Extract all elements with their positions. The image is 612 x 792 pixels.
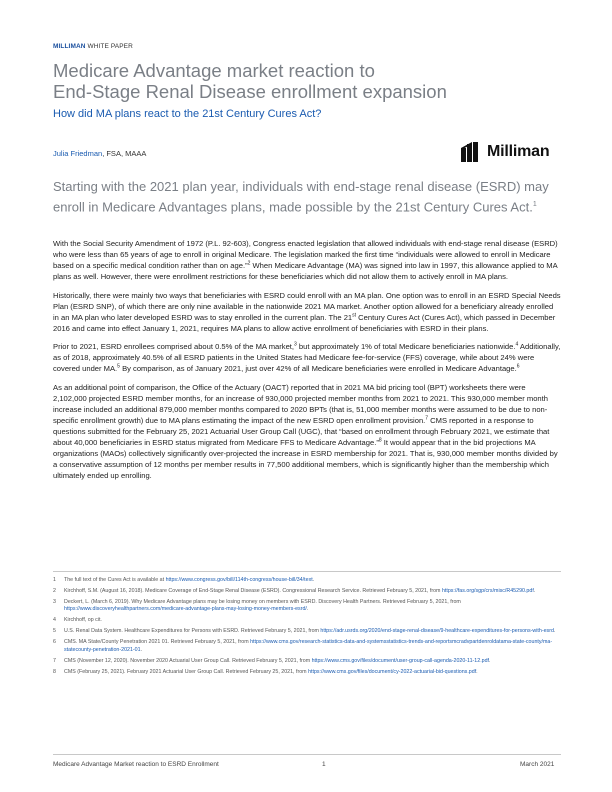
text-run: Historically, there were mainly two ways that beneficiaries with ESRD could enroll with an MA plan. One option was to enroll in an ESRD Special Needs Plan (ESRD SNP), of which there are only nine available in the nationwide 2021 MA market. Another option allowed for a beneficiary already enrolled in an MA plan who later developed ESRD was to stay enrolled in the current plan. The 21 — [53, 290, 561, 322]
footnote-number: 8 — [53, 668, 56, 675]
text-run: It would appear that in the bid projections MA organizations (MAOs) collectively significantly over-projected the increase in ESRD membership for 2021. That is, 930,000 member months divided by a conservative assumption of 12 months per member results in 77,500 additional members, which is significantly higher than the membership which ultimately ended up enrolling. — [53, 438, 558, 481]
milliman-logo-icon — [461, 142, 483, 162]
paragraph-3 — [53, 341, 561, 374]
footnote-ref[interactable]: 8 — [378, 437, 382, 444]
text-run: By comparison, as of January 2021, just over 42% of all Medicare beneficiaries were enrolled in Medicare Advantage. — [119, 364, 517, 374]
doc-type: WHITE PAPER — [87, 43, 133, 50]
footnote — [53, 658, 559, 665]
footnote-link[interactable]: https://www.cms.gov/files/document/cy-2022-actuarial-bid-questions.pdf — [308, 668, 477, 675]
paragraph-2 — [53, 290, 561, 334]
page-subtitle: How did MA plans react to the 21st Century Cures Act? — [53, 108, 322, 120]
logo-text: Milliman — [487, 143, 550, 160]
footnote-text: CMS (February 25, 2021). February 2021 Actuarial User Group Call. Retrieved February 25, 2021, from — [64, 668, 309, 675]
footnotes — [53, 577, 559, 680]
ordinal-suffix: st — [352, 312, 357, 319]
text-run: When Medicare Advantage (MA) was signed into law in 1997, this allowance applied to MA plans as well. However, there were enrollment restrictions for these beneficiaries which did not allow them to actively enroll in MA plans. — [53, 261, 558, 282]
footnote-ref[interactable]: 1 — [532, 200, 537, 208]
footnote — [53, 599, 559, 614]
footnote-text: The full text of the Cures Act is available at — [64, 577, 166, 583]
author-credentials: , FSA, MAAA — [102, 149, 147, 158]
footnote-after: . — [533, 588, 536, 594]
footnote-text: Deckert, L. (March 6, 2019). Why Medicare Advantage plans may be losing money on members with ESRD. Discovery Health Partners. Retrieved February 5, 2021, from — [64, 599, 461, 605]
footnote — [53, 617, 559, 624]
footnote-ref[interactable]: 6 — [516, 363, 520, 370]
page-number: 1 — [322, 761, 326, 768]
footnote-ref[interactable]: 2 — [247, 260, 251, 267]
body-text — [53, 238, 561, 489]
text-run: As an additional point of comparison, the Office of the Actuary (OACT) reported that in 2021 MA bid pricing tool (BPT) worksheets there were 2,102,000 projected ESRD member months, for an increase of 930,000 projected member months from 2021 to 2021. This 930,000 member month increase included an additional 879,000 member months compared to 2020 BPTs (that is, 51,000 member months were assumed to be due to non-specific enrollment growth) due to MA plans estimating the impact of the new ESRD open enrollment provision. — [53, 383, 548, 426]
footnote-ref[interactable]: 3 — [294, 341, 297, 348]
footnote — [53, 628, 559, 635]
footnote-after: . — [489, 657, 491, 664]
lead-paragraph — [53, 178, 563, 215]
footnote-text: CMS. MA State/County Penetration 2021 01. Retrieved February 5, 2021, from — [64, 639, 251, 646]
footnote-ref[interactable]: 5 — [117, 363, 120, 370]
author-line — [53, 149, 146, 158]
footnote-text: Kirchhoff, S.M. (August 16, 2018). Medicare Coverage of End-Stage Renal Disease (ESRD). Congressional Research Service. Retrieved February 5, 2021, from — [64, 588, 442, 594]
footer-divider — [53, 754, 561, 755]
text-run: but approximately 1% of total Medicare beneficiaries nationwide. — [296, 342, 516, 352]
footnote-link[interactable]: https://adr.usrds.org/2020/end-stage-renal-disease/9-healthcare-expenditures-for-persons-with-esrd — [320, 628, 554, 635]
footnote-number: 4 — [53, 617, 56, 624]
footnote-text: CMS (November 12, 2020). November 2020 Actuarial User Group Call. Retrieved February 5, 2021, from — [64, 657, 312, 664]
footnote — [53, 577, 559, 584]
text-run: CMS reported in a response to questions submitted for the February 25, 2021 Actuarial User Group Call (UGC), that “based on enrollment through February 2021, we estimate that about 40,000 beneficiaries in ESRD status migrated from Medicare FFS to Medicare Advantage.” — [53, 416, 550, 448]
author-name[interactable]: Julia Friedman — [53, 149, 103, 158]
footnote — [53, 588, 559, 595]
footnote-number: 6 — [53, 639, 56, 646]
footnote — [53, 669, 559, 676]
milliman-logo — [461, 140, 549, 164]
footnote-after: . — [312, 577, 315, 583]
footnote-number: 5 — [53, 628, 56, 635]
footnote-ref[interactable]: 4 — [515, 341, 519, 348]
footnote-number: 3 — [53, 599, 56, 605]
footnote-after: . — [306, 606, 309, 613]
page-title — [53, 60, 573, 102]
footnote-number: 2 — [53, 588, 56, 594]
lead-text: Starting with the 2021 plan year, individuals with end-stage renal disease (ESRD) may enroll in Medicare Advantages plans, made possible by the 21st Century Cures Act. — [53, 179, 549, 214]
footnote-number: 1 — [53, 577, 56, 583]
footnote-link[interactable]: https://www.discoveryhealthpartners.com/medicare-advantage-plans-may-losing-money-members-esrd/ — [64, 606, 307, 613]
footnote-link[interactable]: https://www.cms.gov/files/document/user-group-call-agenda-2020-11-12.pdf — [311, 657, 490, 664]
footnote-divider — [53, 571, 561, 572]
footer-date: March 2021 — [520, 761, 555, 768]
footnote-after: . — [140, 646, 143, 653]
text-run: Century Cures Act (Cures Act), which passed in December 2016 and came into effect January 1, 2021, requires MA plans to allow active enrollment of beneficiaries with ESRD in their plans. — [53, 312, 556, 333]
text-run: Prior to 2021, ESRD enrollees comprised about 0.5% of the MA market, — [53, 342, 295, 352]
document-type-label — [53, 43, 133, 50]
footnote-ref[interactable]: 7 — [425, 415, 429, 422]
title-line-1: Medicare Advantage market reaction to — [53, 60, 375, 81]
paragraph-4 — [53, 382, 561, 481]
footnote-number: 7 — [53, 657, 56, 664]
paragraph-1 — [53, 238, 561, 282]
title-line-2: End-Stage Renal Disease enrollment expansion — [53, 81, 447, 102]
footnote-after: . — [476, 668, 478, 675]
text-run: With the Social Security Amendment of 1972 (P.L. 92-603), Congress enacted legislation that allowed individuals with end-stage renal disease (ESRD) who were less than 65 years of age to enroll in original Medicare. The legislation marked the first time “individuals were allowed to enroll in Medicare based on a specific medical condition rather than on age.” — [53, 239, 558, 271]
text-run: Additionally, as of 2018, approximately 40.5% of all ESRD patients in the United States had Medicare fee-for-service (FFS) coverage, while about 24% were covered under MA. — [53, 342, 561, 374]
footnote-text: U.S. Renal Data System. Healthcare Expenditures for Persons with ESRD. Retrieved February 5, 2021, from — [64, 628, 321, 635]
footnote-link[interactable]: https://www.congress.gov/bill/114th-congress/house-bill/34/text — [165, 577, 313, 583]
brand-name: MILLIMAN — [53, 43, 86, 50]
footnote-link[interactable]: https://fas.org/sgp/crs/misc/R45290.pdf — [441, 588, 534, 594]
footnote-text: Kirchhoff, op cit. — [64, 617, 102, 624]
footnote-link[interactable]: https://www.cms.gov/research-statistics-data-and-systemsstatistics-trends-and-reportsmcradvpartdenroldatama-state-county/ma-statecounty-penetration-2021-01 — [64, 639, 553, 653]
footnote — [53, 639, 559, 654]
footnote-after: . — [553, 628, 556, 635]
footer-title: Medicare Advantage Market reaction to ESRD Enrollment — [53, 761, 219, 768]
